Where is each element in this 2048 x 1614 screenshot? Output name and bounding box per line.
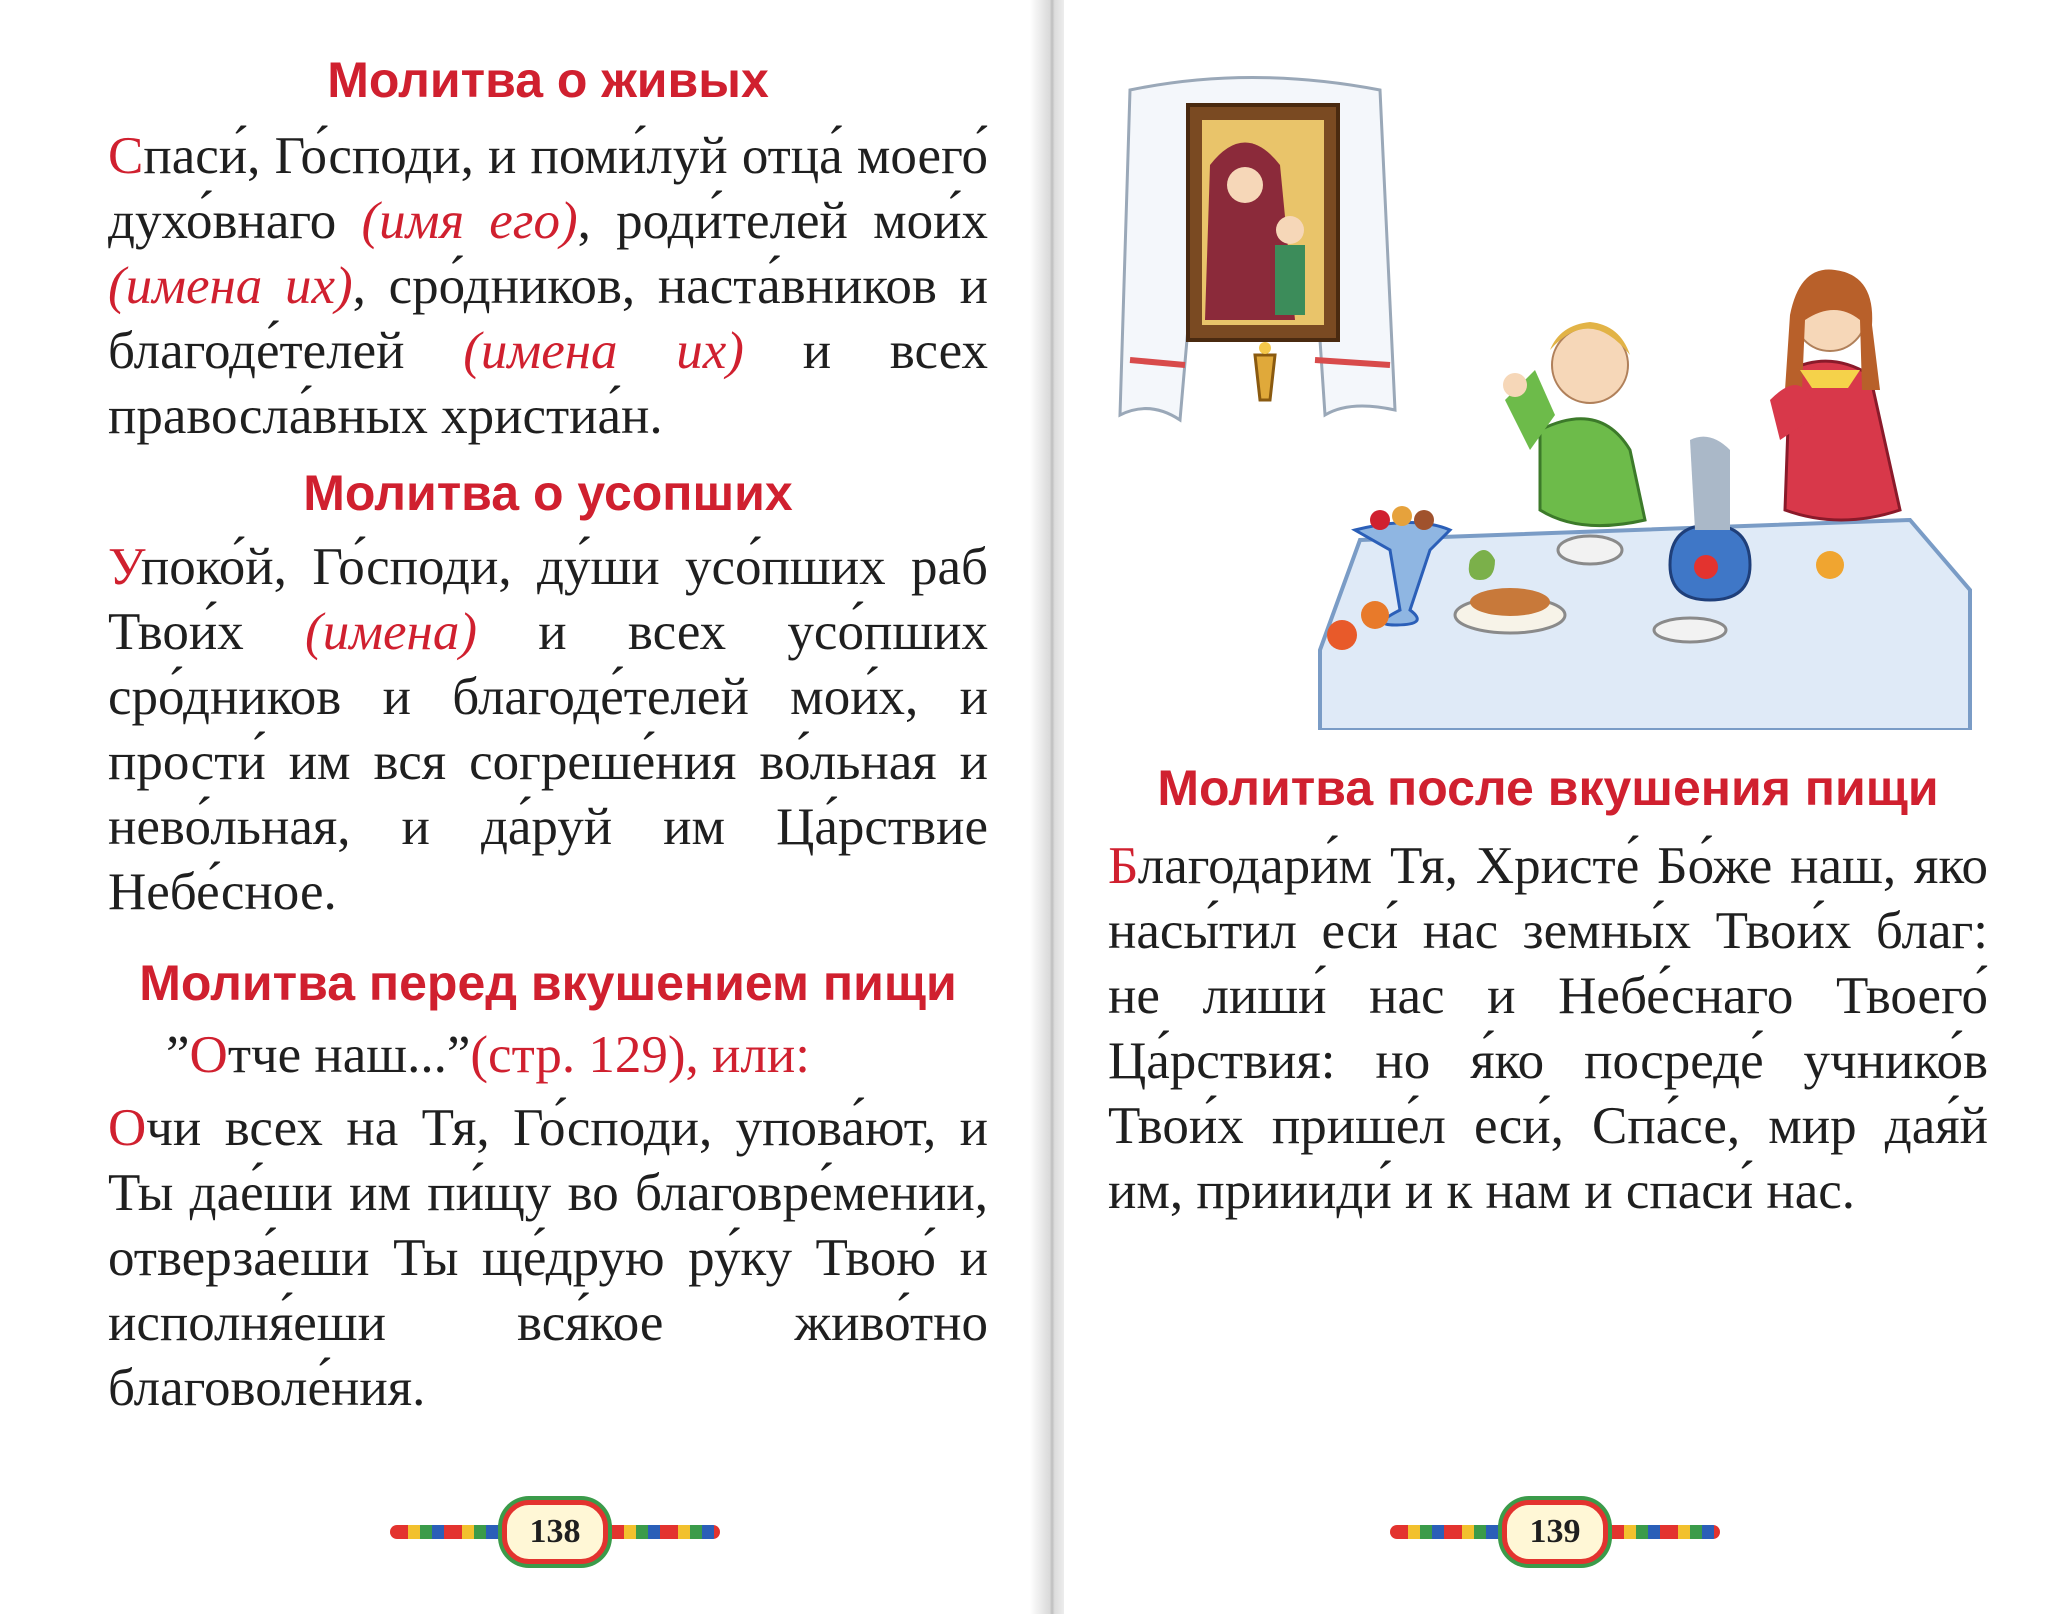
drop-cap: С xyxy=(108,127,144,185)
prayer-departed-text xyxy=(108,535,988,925)
heading-after-meal: Молитва после вкушения пищи xyxy=(1157,760,1939,816)
prayer-our-father-ref xyxy=(108,1023,988,1088)
text-segment: чи всех на Тя, Го́споди, упова́ют, и Ты дае́ши им пи́щу во благовре́мении, отверза́еши Ты ще́друю ру́ку Твою́ и исполня́еши вся́кое живо́тно благоволе́ния. xyxy=(108,1099,988,1417)
page-number-ornament xyxy=(1380,1502,1730,1562)
drop-cap: О xyxy=(189,1026,228,1084)
prayer-living-text xyxy=(108,124,988,449)
text-segment: , сро́дников, наста́вников и благоде́телей xyxy=(108,257,988,380)
left-page-content xyxy=(108,50,988,1421)
right-page-content xyxy=(1108,758,1988,1224)
text-segment: , роди́телей мои́х xyxy=(577,192,988,250)
insert-names: (имена их) xyxy=(108,257,353,315)
heading-before-meal: Молитва перед вкушением пищи xyxy=(139,955,957,1011)
prayer-after-meal-text xyxy=(1108,834,1988,1224)
page-number: 139 xyxy=(1502,1500,1608,1564)
heading-departed: Молитва о усопших xyxy=(303,465,793,521)
text-segment: и всех правосла́вных христиа́н. xyxy=(108,322,989,445)
text-segment: паси́, Го́споди, и поми́луй отца́ моего́ духо́внаго xyxy=(108,127,988,250)
text-segment: и всех усо́пших сро́дников и благоде́телей мои́х, и прости́ им вся согреше́ния во́льная и нево́льная, и да́руй им Ца́рствие Небе́сное. xyxy=(108,603,988,921)
heading-living: Молитва о живых xyxy=(327,52,769,108)
prayer-before-meal-text xyxy=(108,1096,988,1421)
insert-names: (имена их) xyxy=(463,322,744,380)
page-number: 138 xyxy=(502,1500,608,1564)
page-reference: (стр. 129), или: xyxy=(470,1026,810,1084)
quote-close: ” xyxy=(446,1026,471,1084)
quote-open: ” xyxy=(166,1026,190,1084)
drop-cap: О xyxy=(108,1099,147,1157)
insert-names: (имена) xyxy=(305,603,477,661)
page-number-ornament xyxy=(380,1502,730,1562)
insert-name: (имя его) xyxy=(361,192,578,250)
text-segment: лагодари́м Тя, Христе́ Бо́же наш, яко насы́тил еси́ нас земны́х Твои́х благ: не лиши́ нас и Небе́снаго Твоего́ Ца́рствия: но я́ко посреде́ учнико́в Твои́х прише́л еси́, Спа́се, мир дая́й им, приииди́ и к нам и спаси́ нас. xyxy=(1108,837,1988,1220)
family-prayer-at-table-illustration xyxy=(1110,70,1990,730)
drop-cap: У xyxy=(108,538,141,596)
drop-cap: Б xyxy=(1108,837,1138,895)
text-segment: поко́й, Го́споди, ду́ши усо́пших раб Твои́х xyxy=(108,538,988,661)
text-segment: тче наш... xyxy=(227,1026,447,1084)
